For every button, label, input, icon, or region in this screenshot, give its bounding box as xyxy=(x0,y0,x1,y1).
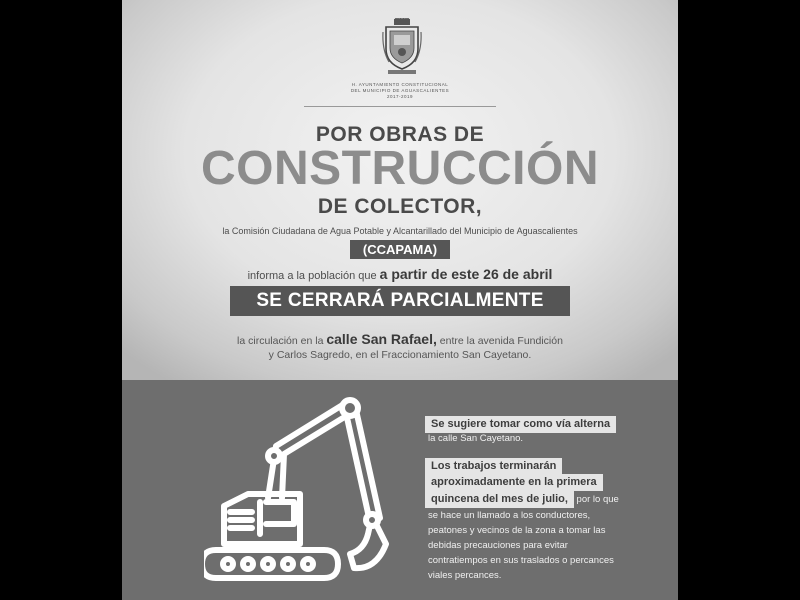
works-line-3 xyxy=(425,491,619,508)
works-body-line-3: debidas precauciones para evitar xyxy=(428,540,568,551)
org-years-line: 2017-2019 xyxy=(386,94,414,99)
works-title-line-3: quincena del mes de julio, xyxy=(425,491,574,508)
works-title-tail: por lo que xyxy=(573,494,619,505)
circulation-suffix: entre la avenida Fundición xyxy=(436,335,563,347)
circulation-line-2: y Carlos Sagredo, en el Fraccionamiento San Cayetano. xyxy=(268,349,532,361)
works-title-line-1: Los trabajos terminarán xyxy=(425,458,562,475)
headline-line-3: DE COLECTOR, xyxy=(317,195,483,218)
inform-line xyxy=(122,266,678,284)
works-title-line-2: aproximadamente en la primera xyxy=(425,474,603,491)
upper-panel xyxy=(122,0,678,380)
acronym-badge: (CCAPAMA) xyxy=(350,240,450,259)
closure-banner: SE CERRARÁ PARCIALMENTE xyxy=(230,286,570,316)
works-body-line-4: contratiempos en sus traslados o percances xyxy=(428,555,614,566)
works-body-line-1: se hace un llamado a los conductores, xyxy=(428,510,591,521)
org-name-line-1: H. AYUNTAMIENTO CONSTITUCIONAL xyxy=(351,82,449,87)
alternate-route-title: Se sugiere tomar como vía alterna xyxy=(425,416,616,433)
notice-poster xyxy=(122,0,678,600)
coat-of-arms-icon xyxy=(382,18,422,76)
org-name-line-2: DEL MUNICIPIO DE AGUASCALIENTES xyxy=(350,88,450,93)
inform-date: a partir de este 26 de abril xyxy=(379,266,553,282)
headline-line-2: CONSTRUCCIÓN xyxy=(201,142,599,195)
alternate-route-text: la calle San Cayetano. xyxy=(428,433,524,444)
commission-name: la Comisión Ciudadana de Agua Potable y Alcantarillado del Municipio de Aguascalientes xyxy=(222,226,578,236)
street-name: calle San Rafael, xyxy=(326,331,437,347)
divider xyxy=(304,106,496,107)
lower-panel xyxy=(122,380,678,600)
inform-prefix: informa a la población que xyxy=(247,270,380,282)
works-body-line-5: viales percances. xyxy=(428,570,502,581)
works-body-line-2: peatones y vecinos de la zona a tomar las xyxy=(428,525,606,536)
circulation-prefix: la circulación en la xyxy=(237,335,327,347)
excavator-icon xyxy=(204,394,424,590)
headline-line-1: POR OBRAS DE xyxy=(315,123,485,146)
circulation-line-1 xyxy=(122,331,678,349)
